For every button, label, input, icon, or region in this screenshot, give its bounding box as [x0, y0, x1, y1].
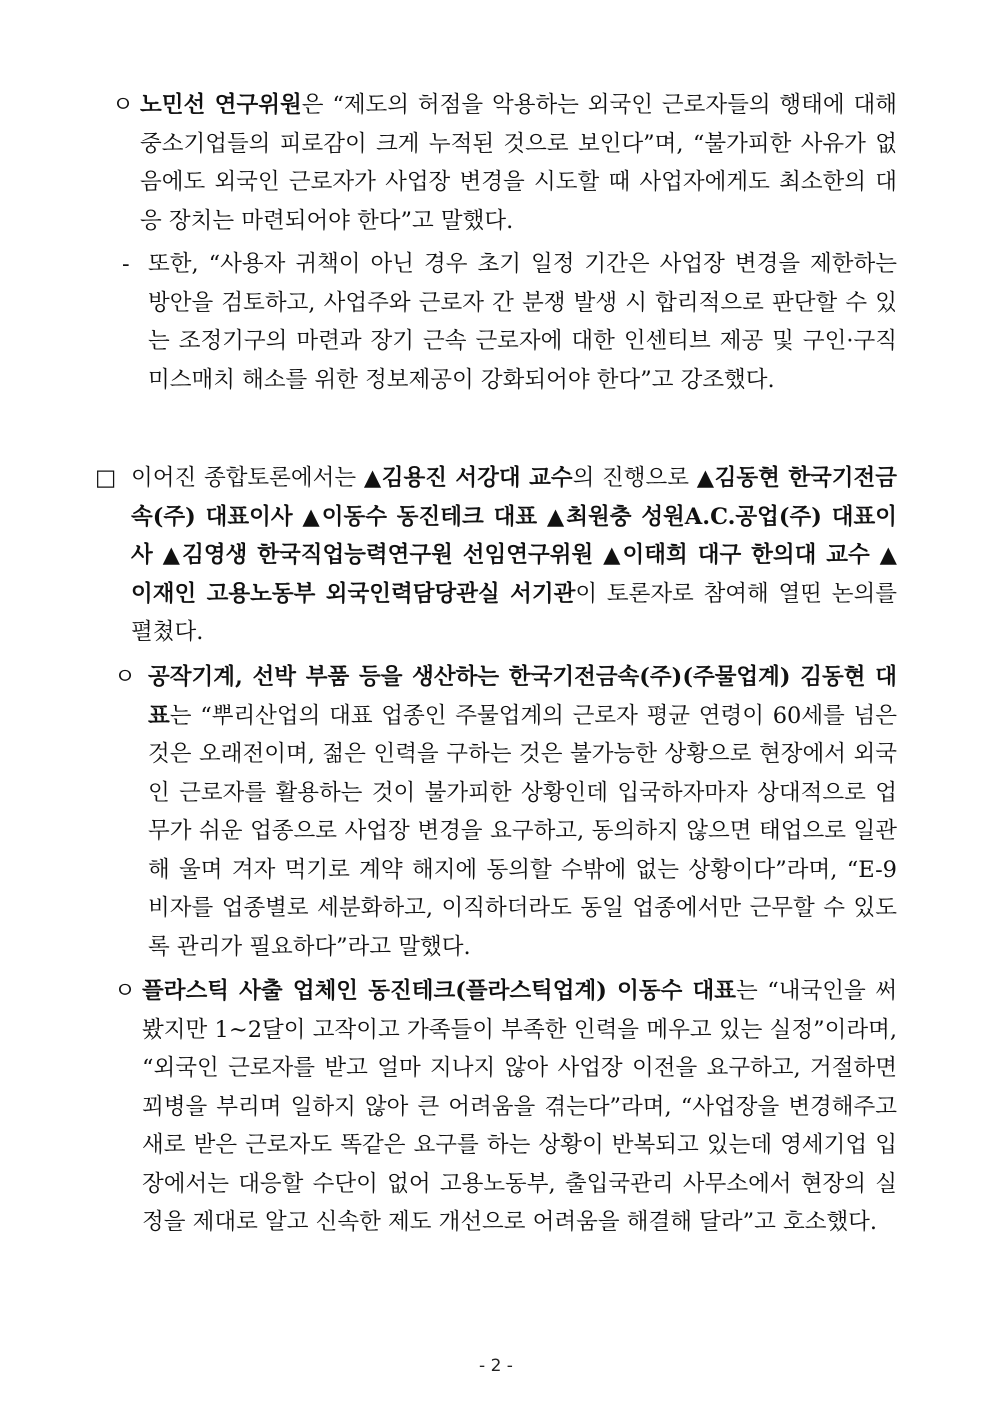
paragraph-text: 또한, “사용자 귀책이 아닌 경우 초기 일정 기간은 사업장 변경을 제한하는 방안을 검토하고, 사업주와 근로자 간 분쟁 발생 시 합리적으로 판단할 수 있는 조정기구의 마련과 장기 근속 근로자에 대한 인센티브 제공 및 구인·구직 미스매치 해소를 위한 정보제공이 강화되어야 한다”고 강조했다.: [148, 251, 897, 393]
bullet-circle: ㅇ: [114, 978, 136, 1004]
paragraph-text: 는 “내국인을 써봤지만 1~2달이 고작이고 가족들이 부족한 인력을 메우고 있는 실정”이라며, “외국인 근로자를 받고 얼마 지나지 않아 사업장 이전을 요구하고, 거절하면 꾀병을 부리며 일하지 않아 큰 어려움을 겪는다”라며, “사업장을 변경해주고 새로 받은 근로자도 똑같은 요구를 하는 상황이 반복되고 있는데 영세기업 입장에서는 대응할 수단이 없어 고용노동부, 출입국관리 사무소에서 현장의 실정을 제대로 알고 신속한 제도 개선으로 어려움을 해결해 달라”고 호소했다.: [142, 978, 897, 1235]
paragraph-kim-donghyun-comment: [114, 658, 897, 966]
intro-text: 이어진 종합토론에서는: [131, 465, 364, 491]
speaker-name: 공작기계, 선박 부품 등을 생산하는 한국기전금속(주)(주물업계) 김동현 대표: [148, 664, 897, 729]
speaker-name: 플라스틱 사출 업체인 동진테크(플라스틱업계) 이동수 대표: [142, 978, 737, 1004]
paragraph-lee-dongsu-comment: [114, 972, 897, 1242]
moderator-name: ▲김용진 서강대 교수: [363, 465, 573, 491]
paragraph-text: 는 “뿌리산업의 대표 업종인 주물업계의 근로자 평균 연령이 60세를 넘은 것은 오래전이며, 젊은 인력을 구하는 것은 불가능한 상황으로 현장에서 외국인 근로자를 활용하는 것이 불가피한 상황인데 입국하자마자 상대적으로 업무가 쉬운 업종으로 사업장 변경을 요구하고, 동의하지 않으면 태업으로 일관해 울며 겨자 먹기로 계약 해지에 동의할 수밖에 없는 상황이다”라며, “E-9 비자를 업종별로 세분화하고, 이직하더라도 동일 업종에서만 근무할 수 있도록 관리가 필요하다”라고 말했다.: [148, 702, 897, 960]
end-text: 이 토론자로 참여해 열띤 논의를 펼쳤다.: [131, 580, 897, 645]
bullet-circle: ㅇ: [112, 92, 134, 118]
page-number: - 2 -: [479, 1356, 513, 1376]
paragraph-panel-discussion: [95, 459, 897, 652]
mid-text: 의 진행으로: [572, 465, 697, 491]
panelist-list: ▲김동현 한국기전금속(주) 대표이사 ▲이동수 동진테크 대표 ▲최원충 성원A.C.공업(주) 대표이사 ▲김영생 한국직업능력연구원 선임연구위원 ▲이태희 대구 한의대 교수 ▲이재인 고용노동부 외국인력담당관실 서기관: [131, 465, 897, 607]
bullet-dash: -: [122, 251, 130, 277]
paragraph-additional-comment: [122, 245, 897, 399]
speaker-name: 노민선 연구위원: [140, 92, 302, 118]
bullet-square: □: [95, 465, 117, 491]
paragraph-researcher-comment: [112, 86, 897, 240]
bullet-circle: ㅇ: [114, 664, 136, 690]
paragraph-text: 은 “제도의 허점을 악용하는 외국인 근로자들의 행태에 대해 중소기업들의 피로감이 크게 누적된 것으로 보인다”며, “불가피한 사유가 없음에도 외국인 근로자가 사업장 변경을 시도할 때 사업자에게도 최소한의 대응 장치는 마련되어야 한다”고 말했다.: [140, 92, 897, 234]
